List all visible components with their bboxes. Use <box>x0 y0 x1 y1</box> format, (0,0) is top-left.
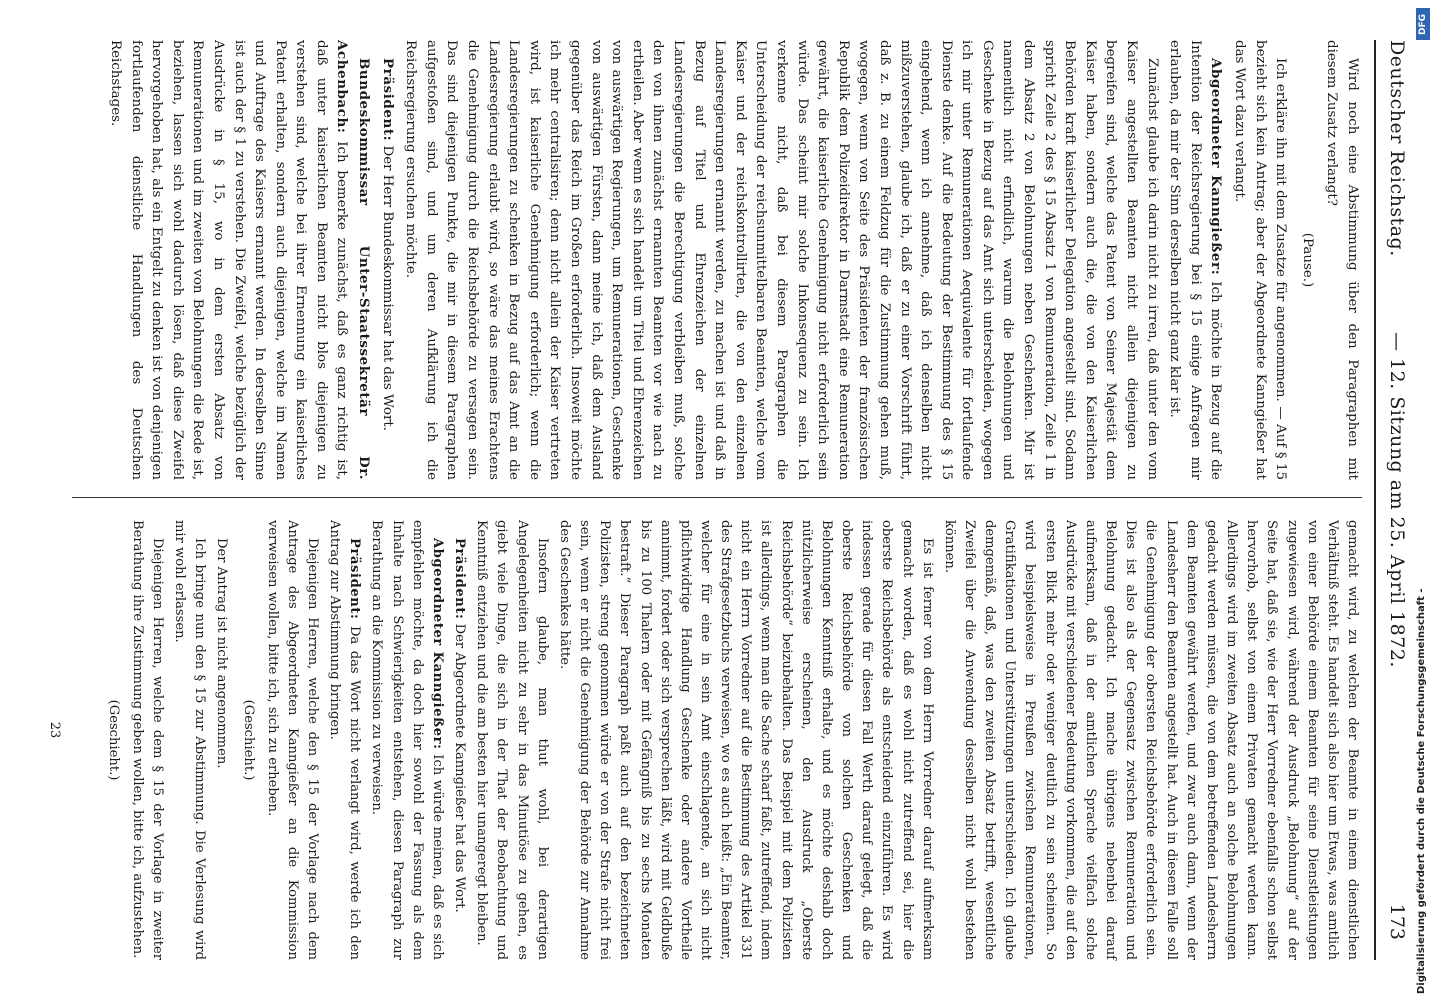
session-date: — 12. Sitzung am 25. April 1872. <box>1386 332 1408 668</box>
speaker-name: Präsident: <box>379 58 396 142</box>
right-column <box>96 520 1362 960</box>
stage-direction: (Pause.) <box>1299 232 1315 288</box>
speaker-name: Bundeskommissar Unter-Staatssekretär Dr. Achenbach: <box>334 40 373 480</box>
speech-text: Ich bemerke zunächst, daß es ganz richtig ist, daß unter kaiserlichen Beamten nicht blos diejenigen zu verstehen sind, welche bei ihrer Ernennung ein kaiserliches Patent erhalten, sondern auch diejenigen, welche im Namen und Auftrage des Kaisers ernannt werden. In derselben Sinne ist auch der § 1 zu verstehen. Die Zweifel, welche bezüglich der Ausdrücke in § 15, wo in dem ersten Absatz von Remunerationen und im zweiten von Belohnungen die Rede ist, beziehen, lassen sich wohl dadurch lösen, daß diese Zweifel hervorgehoben hat, als ein Entgelt zu denken ist von denjenigen fortlaufenden dienstliche Handlungen des Deutschen Reichstages. <box>107 40 350 480</box>
paragraph: Der Antrag ist nicht angenommen. <box>214 538 230 769</box>
speech-text: Der Herr Bundeskommissar hat das Wort. <box>379 145 395 432</box>
speech-text: Ich würde meinen, daß es sich empfehlen möchte, da doch hier sowohl der Fassung als dem Inhalte nach Schwierigkeiten entstehen, diesen Paragraph zur Berathung an die Kommission zu verweisen. <box>369 520 445 960</box>
paragraph: Diejenigen Herren, welche den § 15 der Vorlage nach dem Antrage des Abgeordneten Kanngießer an die Kommission verweisen wollen, bitte ich, sich zu erheben. <box>264 520 321 960</box>
page-header <box>1374 0 1414 1000</box>
stage-direction: (Geschieht.) <box>105 699 121 781</box>
speech-paragraph <box>324 520 364 960</box>
speaker-name: Präsident: <box>452 538 468 620</box>
signature-mark: 23 <box>47 721 62 739</box>
speaker-name: Abgeordneter Kanngießer: <box>429 538 445 750</box>
speech-text: Da das Wort nicht verlangt wird, werde ich den Antrag zur Abstimmung bringen. <box>327 520 363 960</box>
paragraph: Diejenigen Herren, welche dem § 15 der Vorlage in zweiter Berathung ihre Zustimmung geben wollen, bitte ich, aufzustehen. <box>129 520 165 960</box>
speech-paragraph <box>366 520 447 960</box>
header-rule <box>1374 40 1376 960</box>
page-number: 173 <box>1386 903 1408 940</box>
dfg-logo: DFG <box>1416 8 1430 40</box>
paragraph: Insofern glaube, man thut wohl, bei derartigen Angelegenheiten nicht zu sehr in das Minutiöse zu gehen, es giebt viele Dinge, die sich in der That der Beobachtung und Kenntniß entziehen und die am besten hier unangeregt bleiben. <box>474 520 550 960</box>
paragraph: Zunächst glaube ich darin nicht zu irren, daß unter den vom Kaiser angestellten Beamten nicht allein diejenigen zu begreifen sind, welche das Patent von Seiner Majestät dem Kaiser haben, sondern auch die, die von den Kaiserlichen Behörden kraft kaiserlicher Delegation angestellt sind. Sodann spricht Zeile 2 des § 15 Absatz 1 von Remuneration, Zeile 1 in dem Absatz 2 von Belohnungen neben Geschenken. Mir ist namentlich nicht erfindlich, warum die Belohnungen und Geschenke in Bezug auf das Amt sich unterscheiden, wogegen ich mir unter Remunerationen Aequivalente für fortlaufende Dienste denke. Auf die Bedeutung der Bestimmung des § 15 eingehend, wenn ich annehme, daß ich denselben nicht mißzuverstehen, glaube ich, daß er zu einer Vorschrift führt, daß z. B. zu einem Feldzug für die Zustimmung gehen muß, wogegen, wenn von Seite des Präsidenten der französischen Republik dem Polizeidirektor in Darmstadt eine Remuneration gewährt, die kaiserliche Genehmigung nicht erforderlich sein würde. Das scheint mir solche Inkonsequenz zu sein. Ich verkenne nicht, daß bei diesem Paragraphen die Unterscheidung der reichsunmittelbaren Beamten, welche vom Kaiser und der reichskontrollirten, die von den einzelnen Landesregierungen ernannt werden, zu machen ist und daß in Bezug auf Titel und Ehrenzeichen der einzelnen Landesregierungen die Berechtigung verbleiben muß, solche den von ihnen zunächst ernannten Beamten vor wie nach zu ertheilen. Aber wenn es sich handelt um Titel und Ehrenzeichen von auswärtigen Regierungen, um Remunerationen, Geschenke von auswärtigen Fürsten, dann meine ich, daß dem Ausland gegenüber das Reich im Großen erforderlich. Insoweit möchte ich mehr centralisiren; denn nicht allein der Kaiser vertreten wird, ist kaiserliche Genehmigung erforderlich; wenn die Landesregierungen zu schenken in Bezug auf das Amt an die Landesregierung erlaubt wird, so wäre das meines Erachtens die Genehmigung durch die Reichsbehörde zu versagen sein. Das sind diejenigen Punkte, die mir in diesem Paragraphen aufgestoßen sind, und um deren Aufklärung ich die Reichsregierung ersuchen möchte. <box>403 40 1160 480</box>
paragraph: gemacht wird, zu welchen der Beamte in einem dienstlichen Verhältniß steht. Es handelt sich also hier um Etwas, was amtlich von einer Behörde einem Beamten für seine Dienstleistungen zugewiesen wird, während der Ausdruck „Belohnung“ auf der Seite hat, daß sie, wie der Herr Vorredner ebenfalls schon selbst hervorhob, selbst von einem Privaten gemacht werden kann. Allerdings wird im zweiten Absatz auch an solche Belohnungen gedacht werden müssen, die von dem betreffenden Landesherrn dem Beamten gewährt werden, und zwar auch dann, wenn der Landesherr den Beamten angestellt hat. Auch in diesem Falle soll die Genehmigung der obersten Reichsbehörde erforderlich sein. Dies ist also als der Gegensatz zwischen Remuneration und Belohnung gedacht. Ich mache übrigens nebenbei darauf aufmerksam, daß in der amtlichen Sprache vielfach solche Ausdrücke mit verschiedener Bedeutung vorkommen, die auf den ersten Blick mehr oder weniger deutlich zu sein scheinen. So wird beispielsweise in Preußen zwischen Remunerationen, Gratifikationen und Unterstützungen unterschieden. Ich glaube demgemäß, daß, was den zweiten Absatz betrifft, wesentliche Zweifel über die Anwendung desselben nicht wohl bestehen können. <box>941 520 1360 960</box>
speech-paragraph <box>1164 40 1227 480</box>
speech-text: Der Abgeordnete Kanngießer hat das Wort. <box>452 623 468 913</box>
speech-paragraph <box>104 40 374 480</box>
stage-direction: (Geschieht.) <box>240 699 256 781</box>
paragraph: Es ist ferner von dem Herrn Vorredner darauf aufmerksam gemacht worden, daß es wohl nicht zutreffend sei, hier die oberste Reichsbehörde als entscheidend einzuführen. Es wird indessen gerade für diesen Fall Werth darauf gelegt, daß die oberste Reichsbehörde von solchen Geschenken und Belohnungen Kenntniß erhalte, und es möchte deshalb doch nützlicherweise erscheinen, den Ausdruck „Oberste Reichsbehörde“ beizubehalten. Das Beispiel mit dem Polizisten ist allerdings, wenn man die Sache scharf faßt, zutreffend, indem nicht ein Herrn Vorredner auf die Bestimmung des Artikel 331 des Strafgesetzbuchs verweisen, wo es auch heißt: „Ein Beamter, welcher für eine in sein Amt einschlagende, an sich nicht pflichtwidrige Handlung Geschenke oder andere Vortheile annimmt, fordert oder sich versprechen läßt, wird mit Geldbuße bis zu 100 Thalern oder mit Gefängniß bis zu sechs Monaten bestraft.“ Dieser Paragraph paßt auch auf den bezeichneten Polizisten, streng genommen würde er von der Strafe nicht frei sein, wenn er nicht die Genehmigung der Behörde zur Annahme des Geschenkes hätte. <box>556 520 935 960</box>
digitization-note: Digitalisierung gefördert durch die Deutsche Forschungsgemeinschaft - <box>1416 588 1427 994</box>
speaker-name: Abgeordneter Kanngießer: <box>1208 58 1225 276</box>
speech-text: Ich möchte in Bezug auf die Intention der Reichsregierung bei § 15 einige Anfragen mir erlauben, da mir der Sinn derselben nicht ganz klar ist. <box>1167 40 1224 480</box>
paragraph: Ich erkläre ihn mit dem Zusatze für angenommen. — Auf § 15 bezieht sich kein Antrag; aber der Abgeordnete Kanngießer hat das Wort dazu verlangt. <box>1232 40 1289 480</box>
paragraph: Wird noch eine Abstimmung über den Paragraphen mit diesem Zusatz verlangt? <box>1324 40 1360 480</box>
left-column <box>102 40 1362 480</box>
speech-paragraph <box>376 40 398 480</box>
column-divider <box>72 497 1362 498</box>
speech-paragraph <box>449 520 469 960</box>
speaker-name: Präsident: <box>347 538 363 620</box>
running-title: Deutscher Reichstag. <box>1386 40 1408 257</box>
paragraph: Ich bringe nun den § 15 zur Abstimmung. Die Verlesung wird mir wohl erlassen. <box>172 520 208 960</box>
